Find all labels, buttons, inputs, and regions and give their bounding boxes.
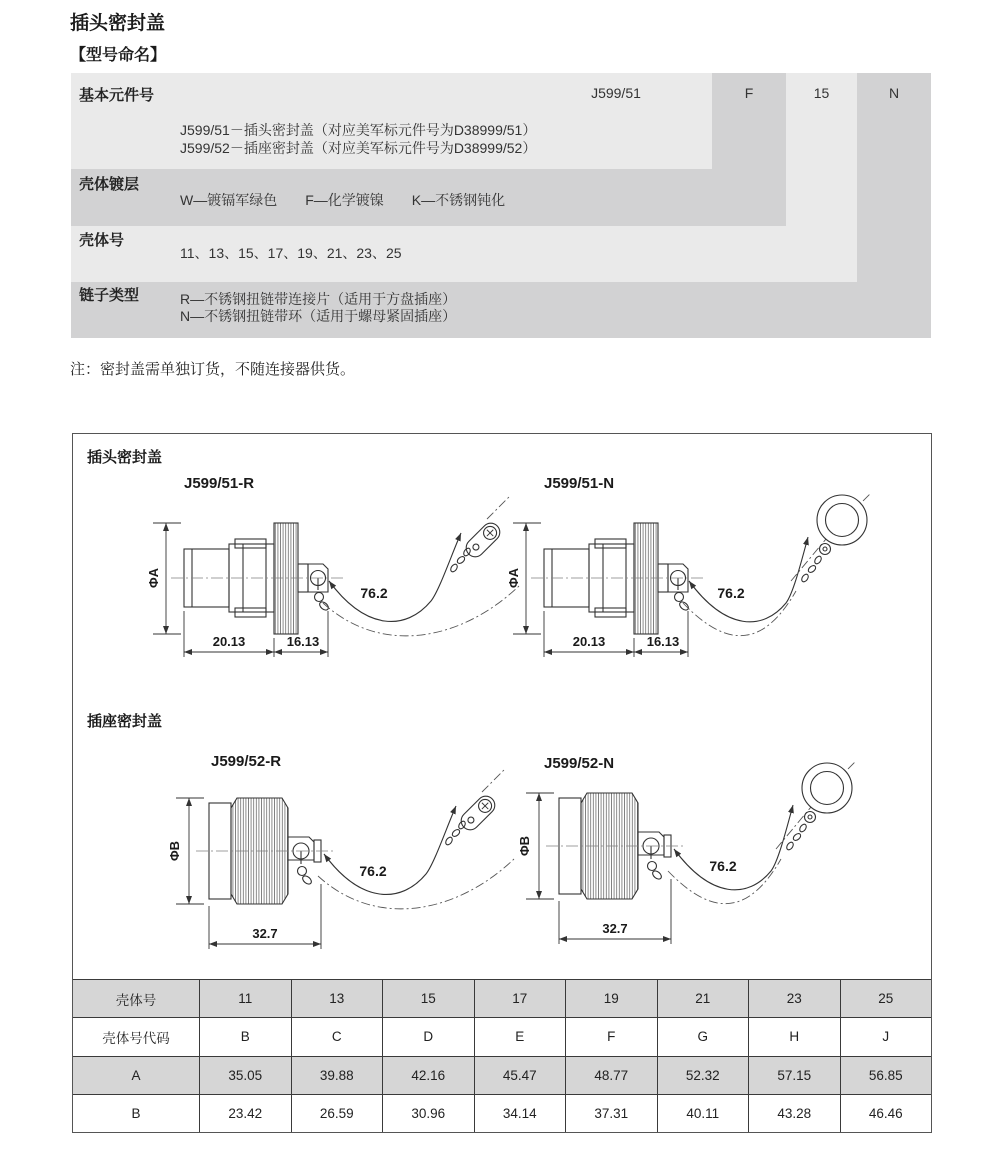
figure-box bbox=[72, 433, 932, 1133]
table-cell: 56.85 bbox=[841, 1057, 932, 1094]
row-label-basic: 基本元件号 bbox=[79, 87, 155, 104]
table-cell: F bbox=[566, 1018, 657, 1055]
table-row-header: B bbox=[73, 1095, 199, 1132]
model-naming-diagram bbox=[71, 73, 931, 338]
table-cell: 15 bbox=[383, 980, 474, 1017]
table-cell: E bbox=[475, 1018, 566, 1055]
table-cell: G bbox=[658, 1018, 749, 1055]
drawing-receptacle-n-svg bbox=[501, 761, 891, 976]
table-row-header: 壳体号代码 bbox=[73, 1018, 199, 1055]
table-cell: 21 bbox=[658, 980, 749, 1017]
table-cell: 42.16 bbox=[383, 1057, 474, 1094]
table-cell: 23.42 bbox=[200, 1095, 291, 1132]
table-cell: 57.15 bbox=[749, 1057, 840, 1094]
table-cell: 52.32 bbox=[658, 1057, 749, 1094]
table-cell: 26.59 bbox=[292, 1095, 383, 1132]
drawing-plug-r-svg bbox=[131, 491, 521, 706]
shell-sizes: 11、13、15、17、19、21、23、25 bbox=[180, 245, 402, 261]
table-cell: B bbox=[200, 1018, 291, 1055]
dim-label: 16.13 bbox=[286, 634, 320, 649]
table-cell: 25 bbox=[841, 980, 932, 1017]
drawing-title-52r: J599/52-R bbox=[211, 753, 282, 770]
code-base: J599/51 bbox=[591, 85, 641, 101]
table-cell: 23 bbox=[749, 980, 840, 1017]
row-label-shell: 壳体号 bbox=[79, 232, 125, 249]
drawing-receptacle-r-svg bbox=[151, 766, 541, 981]
chain-dim-label: 76.2 bbox=[717, 585, 745, 601]
chain-option-r: R—不锈钢扭链带连接片（适用于方盘插座） bbox=[180, 291, 457, 307]
table-cell: 13 bbox=[292, 980, 383, 1017]
table-cell: 17 bbox=[475, 980, 566, 1017]
naming-col-shell bbox=[786, 73, 857, 282]
table-cell: 48.77 bbox=[566, 1057, 657, 1094]
table-cell: 46.46 bbox=[841, 1095, 932, 1132]
table-cell: 19 bbox=[566, 980, 657, 1017]
table-cell: 35.05 bbox=[200, 1057, 291, 1094]
receptacle-cap-heading: 插座密封盖 bbox=[87, 713, 163, 730]
drawing-title-51n: J599/51-N bbox=[544, 475, 615, 492]
basic-desc-line1: J599/51－插头密封盖（对应美军标元件号为D38999/51） bbox=[180, 122, 537, 138]
naming-col-chain bbox=[857, 73, 931, 338]
table-row-header: 壳体号 bbox=[73, 980, 199, 1017]
order-note: 注：密封盖需单独订货，不随连接器供货。 bbox=[70, 361, 356, 378]
chain-option-n: N—不锈钢扭链带环（适用于螺母紧固插座） bbox=[180, 308, 457, 324]
table-cell: 30.96 bbox=[383, 1095, 474, 1132]
row-label-chain: 链子类型 bbox=[79, 287, 140, 304]
table-cell: H bbox=[749, 1018, 840, 1055]
row-label-plating: 壳体镀层 bbox=[79, 176, 140, 193]
dia-label: ΦA bbox=[506, 567, 521, 589]
table-cell: 43.28 bbox=[749, 1095, 840, 1132]
table-cell: 39.88 bbox=[292, 1057, 383, 1094]
code-plating: F bbox=[744, 85, 754, 101]
basic-desc-line2: J599/52－插座密封盖（对应美军标元件号为D38999/52） bbox=[180, 140, 537, 156]
table-cell: 11 bbox=[200, 980, 291, 1017]
chain-dim-label: 76.2 bbox=[360, 585, 388, 601]
table-cell: 40.11 bbox=[658, 1095, 749, 1132]
plug-cap-heading: 插头密封盖 bbox=[87, 449, 163, 466]
drawing-plug-n-svg bbox=[491, 491, 881, 706]
table-cell: 37.31 bbox=[566, 1095, 657, 1132]
code-chain: N bbox=[888, 85, 900, 101]
table-cell: 45.47 bbox=[475, 1057, 566, 1094]
chain-dim-label: 76.2 bbox=[359, 863, 387, 879]
chain-dim-label: 76.2 bbox=[709, 858, 737, 874]
table-cell: C bbox=[292, 1018, 383, 1055]
table-cell: J bbox=[841, 1018, 932, 1055]
dia-label: ΦA bbox=[146, 567, 161, 589]
dim-label: 20.13 bbox=[572, 634, 606, 649]
plating-options: W—镀镉军绿色 F—化学镀镍 K—不锈钢钝化 bbox=[180, 192, 506, 208]
dim-label: 32.7 bbox=[252, 926, 278, 941]
page-title: 插头密封盖 bbox=[70, 13, 166, 34]
code-shell: 15 bbox=[813, 85, 830, 101]
dia-label: ΦB bbox=[167, 840, 182, 862]
section-heading: 【型号命名】 bbox=[70, 47, 167, 64]
table-cell: D bbox=[383, 1018, 474, 1055]
drawing-title-52n: J599/52-N bbox=[544, 755, 615, 772]
dim-label: 32.7 bbox=[602, 921, 628, 936]
dim-label: 20.13 bbox=[212, 634, 246, 649]
dim-label: 16.13 bbox=[646, 634, 680, 649]
drawing-title-51r: J599/51-R bbox=[184, 475, 255, 492]
table-cell: 34.14 bbox=[475, 1095, 566, 1132]
table-row-header: A bbox=[73, 1057, 199, 1094]
dia-label: ΦB bbox=[517, 835, 532, 857]
size-table bbox=[73, 979, 931, 1132]
